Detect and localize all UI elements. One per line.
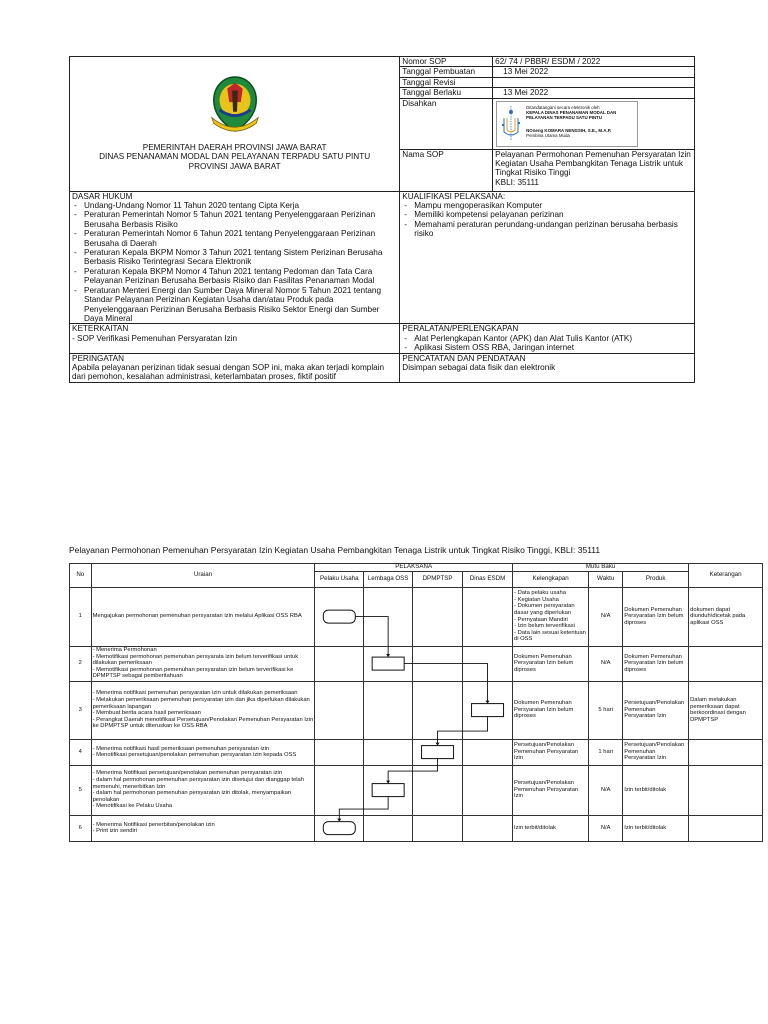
- dasar-hukum-section: [70, 191, 400, 324]
- flow-row-produk: Izin terbit/ditolak: [623, 815, 689, 841]
- flow-actor-cell: [413, 739, 463, 765]
- flowchart-table: [69, 563, 763, 842]
- signature-line2: KEPALA DINAS PENANAMAN MODAL DAN: [526, 109, 617, 115]
- flow-row-keterangan: [689, 646, 763, 681]
- flow-row-uraian: Mengajukan permohonan pemenuhan persyaratan izin melalui Aplikasi OSS RBA: [91, 587, 315, 646]
- flow-row-kelengkapan: Dokumen Pemenuhan Persyaratan Izin belum diproses: [513, 681, 589, 739]
- field-label-tanggal-pembuatan: Tanggal Pembuatan: [400, 67, 493, 77]
- signature-line1: Ditandatangani secara elektronik oleh: [526, 104, 600, 110]
- field-label-tanggal-revisi: Tanggal Revisi: [400, 77, 493, 87]
- header-mutu-baku: Mutu Baku: [513, 564, 689, 572]
- flow-actor-cell: [463, 765, 513, 815]
- flow-actor-cell: [364, 815, 413, 841]
- peringatan-section: [70, 353, 400, 382]
- field-value-nama-sop: [493, 149, 695, 191]
- flow-row-number: 3: [70, 681, 92, 739]
- flowchart-title: Pelayanan Permohonan Pemenuhan Persyaratan Izin Kegiatan Usaha Pembangkitan Tenaga Listrik untuk Tingkat Risiko Tinggi, KBLI: 35111: [69, 545, 601, 555]
- kualifikasi-title: KUALIFIKASI PELAKSANA:: [402, 191, 506, 201]
- flow-row-waktu: 5 hari: [589, 681, 623, 739]
- flow-actor-cell: [315, 587, 364, 646]
- flow-row-kelengkapan: - Data pelaku usaha - Kegiatan Usaha - Dokumen persyaratan dasar yang diperlukan - Pernyataan Mandiri - Izin belum terverifikasi - Data lain sesuai ketentuan di OSS: [513, 587, 589, 646]
- flow-row-kelengkapan: Dokumen Pemenuhan Persyaratan Izin belum diproses: [513, 646, 589, 681]
- field-label-nama-sop: Nama SOP: [400, 149, 493, 191]
- header-actor-dinas-esdm: Dinas ESDM: [463, 571, 513, 587]
- dasar-hukum-title: DASAR HUKUM: [72, 191, 133, 201]
- bullet-dash: -: [74, 248, 77, 258]
- flow-row-kelengkapan: Izin terbit/ditolak: [513, 815, 589, 841]
- organization-name-line3: PROVINSI JAWA BARAT: [188, 161, 281, 171]
- dasar-hukum-item: [72, 267, 397, 286]
- flow-actor-cell: [463, 815, 513, 841]
- peralatan-item: [402, 343, 692, 352]
- kualifikasi-item-text: Memiliki kompetensi pelayanan perizinan: [414, 210, 564, 220]
- keterkaitan-section: [70, 324, 400, 353]
- signature-line4: NOneng KOMARA NENGSIH, S.E., M.A.P.: [526, 128, 612, 134]
- flow-row-number: 6: [70, 815, 92, 841]
- peralatan-item-text: Alat Perlengkapan Kantor (APK) dan Alat Tulis Kantor (ATK): [414, 333, 633, 343]
- flow-row-kelengkapan: Persetujuan/Penolakan Pemenuhan Persyaratan Izin: [513, 739, 589, 765]
- organization-name-line2: DINAS PENANAMAN MODAL DAN PELAYANAN TERPADU SATU PINTU: [99, 152, 371, 162]
- peralatan-title: PERALATAN/PERLENGKAPAN: [402, 324, 519, 334]
- flow-actor-cell: [315, 739, 364, 765]
- electronic-signature-box: [496, 101, 638, 147]
- flow-row-keterangan: Dalam melakukan pemeriksaan dapat berkoordinasi dengan DPMPTSP: [689, 681, 763, 739]
- header-produk: Produk: [623, 571, 689, 587]
- flow-actor-cell: [463, 681, 513, 739]
- flow-row: [70, 739, 763, 765]
- flow-row: [70, 646, 763, 681]
- field-value-tanggal-revisi: [493, 77, 695, 87]
- pencatatan-section: [400, 353, 695, 382]
- flow-row-waktu: N/A: [589, 646, 623, 681]
- bullet-dash: -: [74, 266, 77, 276]
- header-kelengkapan: Kelengkapan: [513, 571, 589, 587]
- bullet-dash: -: [404, 201, 408, 211]
- flow-row-produk: Dokumen Pemenuhan Persyaratan Izin belum diproses: [623, 587, 689, 646]
- field-value-tanggal-pembuatan: 13 Mei 2022: [493, 67, 695, 77]
- flow-row-keterangan: [689, 765, 763, 815]
- flow-actor-cell: [315, 646, 364, 681]
- flow-actor-cell: [413, 646, 463, 681]
- kualifikasi-item-text: Memahami peraturan perundang-undangan perizinan berusaha berbasis risiko: [414, 219, 678, 239]
- bullet-dash: -: [74, 201, 77, 211]
- bullet-dash: -: [74, 229, 77, 239]
- flow-row-number: 4: [70, 739, 92, 765]
- signature-cell: [493, 98, 695, 149]
- dasar-hukum-item: [72, 248, 397, 267]
- flow-actor-cell: [364, 646, 413, 681]
- flow-actor-cell: [315, 765, 364, 815]
- header-actor-lembaga-oss: Lembaga OSS: [364, 571, 413, 587]
- kbli-text: KBLI: 35111: [495, 177, 539, 187]
- bullet-dash: -: [74, 285, 77, 295]
- flow-row-uraian: - Menerima Notifikasi penerbitan/penolakan izin - Print izin sendiri: [91, 815, 315, 841]
- flow-actor-cell: [463, 739, 513, 765]
- flow-row-produk: Izin terbit/ditolak: [623, 765, 689, 815]
- header-keterangan: Keterangan: [689, 564, 763, 588]
- flow-actor-cell: [413, 681, 463, 739]
- kualifikasi-item-text: Mampu mengoperasikan Komputer: [414, 201, 543, 211]
- flow-actor-cell: [413, 587, 463, 646]
- dasar-hukum-item: [72, 201, 397, 210]
- bullet-dash: -: [404, 219, 408, 229]
- flow-row-uraian: - Menerima Notifikasi persetujuan/penolakan pemenuhan persyaratan izin - dalam hal permohonan pemenuhan persyaratan izin disetujui dan dianggap telah memenuhi, menerbitkan Izin - dalam hal permohonan pemenuhan persyaratan izin ditolak, menyampaikan penolakan - Menotifikasi ke Pelaku Usaha: [91, 765, 315, 815]
- field-value-nomor-sop: 62/ 74 / PBBR/ ESDM / 2022: [493, 57, 695, 67]
- header-uraian: Uraian: [91, 564, 315, 588]
- kualifikasi-item: [402, 220, 692, 239]
- field-label-nomor-sop: Nomor SOP: [400, 57, 493, 67]
- flow-row: [70, 815, 763, 841]
- flow-actor-cell: [463, 587, 513, 646]
- signature-seal-icon: [500, 104, 522, 142]
- dasar-hukum-item-text: Peraturan Pemerintah Nomor 6 Tahun 2021 tentang Penyelenggaraan Perizinan Berusaha di Daerah: [84, 229, 376, 248]
- flow-row-number: 2: [70, 646, 92, 681]
- dasar-hukum-item: [72, 286, 397, 324]
- flow-row-uraian: - Menerima Permohonan - Memotifikasi permohonan pemenuhan persyarata izin belum terverifikasi untuk dilakukan pemeriksaan - Memotifikasi permohonan pemenuhan persyaratan izin belum terverifikasi ke DPMPTSP sebagai pemberitahuan: [91, 646, 315, 681]
- kualifikasi-item: [402, 210, 692, 219]
- header-actor-pelaku-usaha: Pelaku Usaha: [315, 571, 364, 587]
- flow-row: [70, 681, 763, 739]
- peralatan-item-text: Aplikasi Sistem OSS RBA, Jaringan internet: [414, 343, 575, 353]
- keterkaitan-text: - SOP Verifikasi Pemenuhan Persyaratan Izin: [72, 333, 238, 343]
- flow-actor-cell: [364, 587, 413, 646]
- flow-row-keterangan: dokumen dapat diunduh\dicetak pada aplikasi OSS: [689, 587, 763, 646]
- flow-row-waktu: N/A: [589, 815, 623, 841]
- flow-row-number: 1: [70, 587, 92, 646]
- flow-actor-cell: [315, 815, 364, 841]
- header-waktu: Waktu: [589, 571, 623, 587]
- west-java-emblem-icon: [206, 75, 264, 135]
- header-pelaksana: PELAKSANA: [315, 564, 513, 572]
- peringatan-title: PERINGATAN: [72, 353, 125, 363]
- flow-actor-cell: [364, 765, 413, 815]
- bullet-dash: -: [404, 210, 408, 220]
- flow-row-produk: Dokumen Pemenuhan Persyaratan Izin belum diproses: [623, 646, 689, 681]
- flow-row: [70, 765, 763, 815]
- dasar-hukum-item-text: Undang-Undang Nomor 11 Tahun 2020 tentang Cipta Kerja: [84, 201, 299, 211]
- dasar-hukum-list: [72, 201, 397, 323]
- dasar-hukum-item-text: Peraturan Kepala BKPM Nomor 4 Tahun 2021 tentang Pedoman dan Tata Cara Pelayanan Perizinan Berusaha Berbasis Risiko dan Fasilitas Penanaman Modal: [84, 266, 375, 286]
- flow-actor-cell: [364, 739, 413, 765]
- flow-row-uraian: - Menerima notifikasi pemenuhan persyaratan izin untuk dilakukan pemeriksaan - Melakukan pemeriksaan pemenuhan persyaratan izin dan jika diperlukan dilakukan pemeriksaan lapangan - Membuat berita acara hasil pemeriksaan - Perangkat Daerah menotifikasi Persetujuan/Penolakan Pemenuhan Persyaratan Izin ke DPMPTSP untuk diteruskan ke OSS RBA: [91, 681, 315, 739]
- signature-line5: Pembina Utama Muda: [526, 133, 570, 139]
- pencatatan-title: PENCATATAN DAN PENDATAAN: [402, 353, 526, 363]
- dasar-hukum-item-text: Peraturan Pemerintah Nomor 5 Tahun 2021 tentang Penyelenggaraan Perizinan Berusaha Berbasis Risiko: [84, 210, 376, 229]
- peralatan-item: [402, 334, 692, 343]
- flow-row-keterangan: [689, 739, 763, 765]
- bullet-dash: -: [404, 333, 408, 343]
- dasar-hukum-item: [72, 229, 397, 248]
- nama-sop-text: Pelayanan Permohonan Pemenuhan Persyaratan Izin Kegiatan Usaha Pembangkitan Tenaga Listrik untuk Tingkat Risiko Tinggi: [495, 149, 691, 178]
- pencatatan-text: Disimpan sebagai data fisik dan elektronik: [402, 362, 556, 372]
- bullet-dash: -: [74, 210, 77, 220]
- header-actor-dpmptsp: DPMPTSP: [413, 571, 463, 587]
- flow-row-produk: Persetujuan/Penolakan Pemenuhan Persyaratan Izin: [623, 739, 689, 765]
- flow-row-number: 5: [70, 765, 92, 815]
- organization-name-line1: PEMERINTAH DAERAH PROVINSI JAWA BARAT: [142, 143, 327, 152]
- flow-actor-cell: [413, 765, 463, 815]
- flow-actor-cell: [364, 681, 413, 739]
- organization-header: [70, 57, 400, 192]
- field-value-tanggal-berlaku: 13 Mei 2022: [493, 88, 695, 98]
- kualifikasi-list: [402, 201, 692, 239]
- flow-actor-cell: [315, 681, 364, 739]
- flow-row-keterangan: [689, 815, 763, 841]
- flow-actor-cell: [463, 646, 513, 681]
- sop-identity-table: [69, 56, 695, 383]
- flow-actor-cell: [413, 815, 463, 841]
- peralatan-section: [400, 324, 695, 353]
- signature-line3: PELAYANAN TERPADU SATU PINTU: [526, 115, 603, 121]
- peralatan-list: [402, 334, 692, 353]
- dasar-hukum-item-text: Peraturan Menteri Energi dan Sumber Daya Mineral Nomor 5 Tahun 2021 tentang Standar Pelayanan Perizinan Kegiatan Usaha dan/atau Produk pada Penyelenggaraan Perizinan Berusaha Berbasis Risiko Sektor Energi dan Sumber Daya Mineral: [84, 285, 382, 323]
- field-label-tanggal-berlaku: Tanggal Berlaku: [400, 88, 493, 98]
- flow-row-waktu: 1 hari: [589, 739, 623, 765]
- flow-row-waktu: N/A: [589, 765, 623, 815]
- dasar-hukum-item: [72, 210, 397, 229]
- header-no: No: [70, 564, 92, 588]
- kualifikasi-item: [402, 201, 692, 210]
- dasar-hukum-item-text: Peraturan Kepala BKPM Nomor 3 Tahun 2021 tentang Sistem Perizinan Berusaha Berbasis Risiko Terintegrasi Secara Elektronik: [84, 248, 383, 267]
- flow-row-waktu: N/A: [589, 587, 623, 646]
- flow-row-uraian: - Menerima notifikasi hasil pemeriksaan pemenuhan persyaratan izin - Menotifikasi persetujuan/penolakan pemenuhan persyaratan izin kepada OSS: [91, 739, 315, 765]
- flow-row-produk: Persetujuan/Penolakan Pemenuhan Persyaratan Izin: [623, 681, 689, 739]
- flow-row-kelengkapan: Persetujuan/Penolakan Pemenuhan Persyaratan Izin: [513, 765, 589, 815]
- flow-row: [70, 587, 763, 646]
- kualifikasi-section: [400, 191, 695, 324]
- keterkaitan-title: KETERKAITAN: [72, 324, 129, 334]
- field-label-disahkan: Disahkan: [400, 98, 493, 149]
- peringatan-text: Apabila pelayanan perizinan tidak sesuai dengan SOP ini, maka akan terjadi komplain dari pemohon, kesalahan administrasi, keterlambatan proses, fiktif positif: [72, 362, 385, 382]
- bullet-dash: -: [404, 343, 408, 353]
- flowchart-container: [69, 563, 763, 842]
